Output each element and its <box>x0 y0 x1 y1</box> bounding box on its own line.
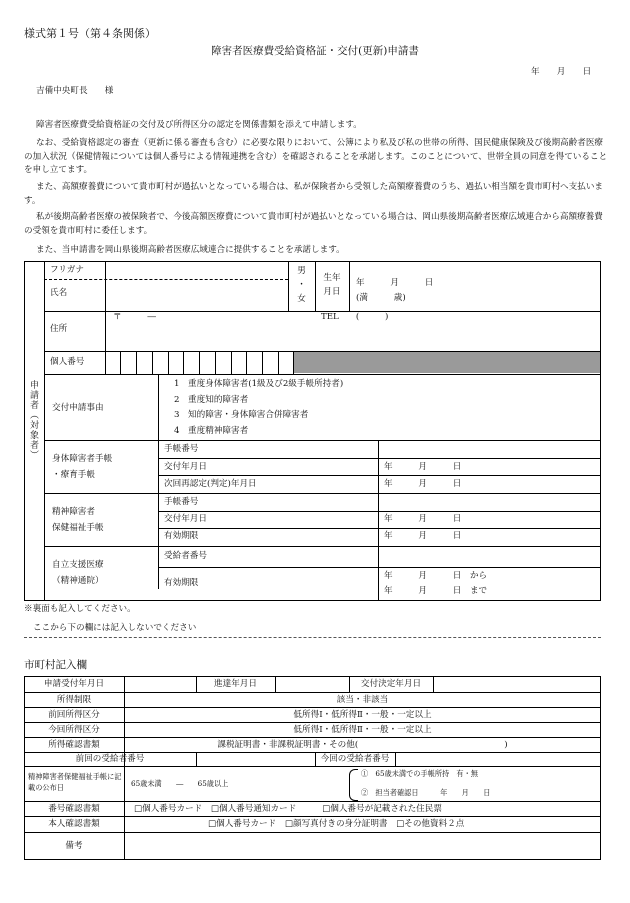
prev-income-value[interactable]: 低所得Ⅰ・低所得Ⅱ・一般・一定以上 <box>293 710 432 720</box>
prev-recipient-no-label: 前回の受給者番号 <box>75 754 145 764</box>
my-number-boxes[interactable] <box>105 351 293 374</box>
number-proof-label: 番号確認書類 <box>48 804 100 814</box>
physical-label-2: ・療育手帳 <box>52 470 95 480</box>
page-title: 障害者医療費受給資格証・交付(更新)申請書 <box>211 45 419 57</box>
form-label: 様式第１号（第４条関係） <box>24 27 156 40</box>
mental-issue-date-label: 精神障害者保健福祉手帳に記載の公布日 <box>28 772 122 792</box>
my-number-shaded <box>294 352 600 373</box>
office-section-title: 市町村記入欄 <box>24 659 87 671</box>
furigana-field[interactable] <box>106 262 287 278</box>
income-limit-label: 所得制限 <box>56 695 92 705</box>
cur-income-value[interactable]: 低所得Ⅰ・低所得Ⅱ・一般・一定以上 <box>293 725 432 735</box>
physical-row-recheck: 次回再認定(判定)年月日 <box>164 479 257 489</box>
income-proof-label: 所得確認書類 <box>48 740 100 750</box>
postal-code-field[interactable]: 〒 ― <box>113 312 156 322</box>
mental-row-expiry: 有効期限 <box>164 531 199 541</box>
physical-issue-date[interactable]: 年 月 日 <box>384 462 462 472</box>
mental-label-2: 保健福祉手帳 <box>52 523 104 533</box>
remarks-label: 備考 <box>65 841 83 851</box>
decision-date-label: 交付決定年月日 <box>360 679 422 689</box>
paragraph-2: なお、受給資格認定の審査（更新に係る審査も含む）に必要な限りにおいて、公簿により私及び私の世帯の所得、国民健康保険及び後期高齢者医療の加入状況（保健情報については個人番号による情報連携を含む）を確認されることを承諾します。このことについて、世帯全員の同意を得ていることを申し立てます。 <box>24 138 608 175</box>
receipt-date-label: 申請受付年月日 <box>43 679 105 689</box>
mental-row-number: 手帳番号 <box>164 497 199 507</box>
physical-row-number: 手帳番号 <box>164 444 199 454</box>
support-label-1: 自立支援医療 <box>52 560 104 570</box>
age-field[interactable]: (満 歳) <box>356 293 406 303</box>
identity-proof-options[interactable]: □個人番号カード □顔写真付きの身分証明書 □その他資料２点 <box>208 819 465 829</box>
number-proof-options[interactable]: □個人番号カード □個人番号通知カード □個人番号が記載された住民票 <box>134 804 442 814</box>
tel-field[interactable]: TEL ( ) <box>321 312 389 322</box>
support-row-number: 受給者番号 <box>164 551 207 561</box>
physical-row-issue: 交付年月日 <box>164 462 207 472</box>
mental-row-issue: 交付年月日 <box>164 514 207 524</box>
mental-issue-date[interactable]: 年 月 日 <box>384 514 462 524</box>
my-number-label: 個人番号 <box>50 357 85 367</box>
applicant-table <box>24 261 601 601</box>
office-only-note: ここから下の欄には記入しないでください <box>33 623 197 633</box>
support-row-expiry: 有効期限 <box>164 578 199 588</box>
bracket <box>349 769 358 801</box>
transfer-date-label: 進達年月日 <box>214 679 257 689</box>
addressee: 吉備中央町長 様 <box>36 86 114 96</box>
name-label: 氏名 <box>50 288 68 298</box>
paragraph-5: また、当申請書を岡山県後期高齢者医療広域連合に提供することを承諾します。 <box>36 245 345 255</box>
identity-proof-label: 本人確認書類 <box>48 819 100 829</box>
income-limit-value[interactable]: 該当・非該当 <box>336 695 389 705</box>
age-category[interactable]: 65歳未満 ― 65歳以上 <box>131 779 229 788</box>
back-side-note: ※裏面も記入してください。 <box>24 604 136 614</box>
physical-label-1: 身体障害者手帳 <box>52 454 113 464</box>
support-valid-from[interactable]: 年 月 日 から <box>384 571 488 581</box>
cur-recipient-no-label: 今回の受給者番号 <box>320 754 390 764</box>
cut-line <box>24 637 601 638</box>
reason-option-1[interactable]: 1 重度身体障害者(1級及び2級手帳所持者) <box>174 379 344 389</box>
paragraph-1: 障害者医療費受給資格証の交付及び所得区分の認定を関係書類を添えて申請します。 <box>36 120 362 130</box>
dob-label: 生年 月日 <box>323 273 341 297</box>
paragraph-3: また、高額療養費について貴市町村が過払いとなっている場合は、私が保険者から受領した高額療養費のうち、過払い相当額を貴市町村へ支払います。 <box>24 182 604 206</box>
reason-option-4[interactable]: 4 重度精神障害者 <box>174 426 249 436</box>
cur-income-label: 今回所得区分 <box>48 725 100 735</box>
mental-label-1: 精神障害者 <box>52 507 95 517</box>
applicant-side-label: 申請者（対象者） <box>28 380 38 460</box>
mental-expiry-date[interactable]: 年 月 日 <box>384 531 462 541</box>
reason-option-3[interactable]: 3 知的障害・身体障害合併障害者 <box>174 410 309 420</box>
application-date[interactable]: 年 月 日 <box>531 67 592 77</box>
dob-field[interactable]: 年 月 日 <box>356 278 434 288</box>
reason-label: 交付申請事由 <box>52 403 104 413</box>
income-proof-value[interactable]: 課税証明書・非課税証明書・その他( ) <box>217 740 508 750</box>
paragraph-4: 私が後期高齢者医療の被保険者で、今後高額医療費について貴市町村が過払いとなっている場合は、岡山県後期高齢者医療広域連合から高額療養費の受領を貴市町村に委任します。 <box>24 212 603 236</box>
reason-option-2[interactable]: 2 重度知的障害者 <box>174 395 249 405</box>
remarks-field[interactable] <box>125 833 600 859</box>
prev-income-label: 前回所得区分 <box>48 710 100 720</box>
check-staff-date[interactable]: ② 担当者確認日 年 月 日 <box>361 788 491 797</box>
physical-recheck-date[interactable]: 年 月 日 <box>384 479 462 489</box>
support-valid-until[interactable]: 年 月 日 まで <box>384 586 488 596</box>
support-label-2: （精神通院） <box>52 576 104 586</box>
name-field[interactable] <box>106 280 287 310</box>
furigana-label: フリガナ <box>50 265 84 275</box>
check-under-65[interactable]: ① 65歳未満での手帳所持 有・無 <box>361 769 478 778</box>
gender-select[interactable]: 男 ・ 女 <box>297 266 306 304</box>
address-label: 住所 <box>50 324 68 334</box>
